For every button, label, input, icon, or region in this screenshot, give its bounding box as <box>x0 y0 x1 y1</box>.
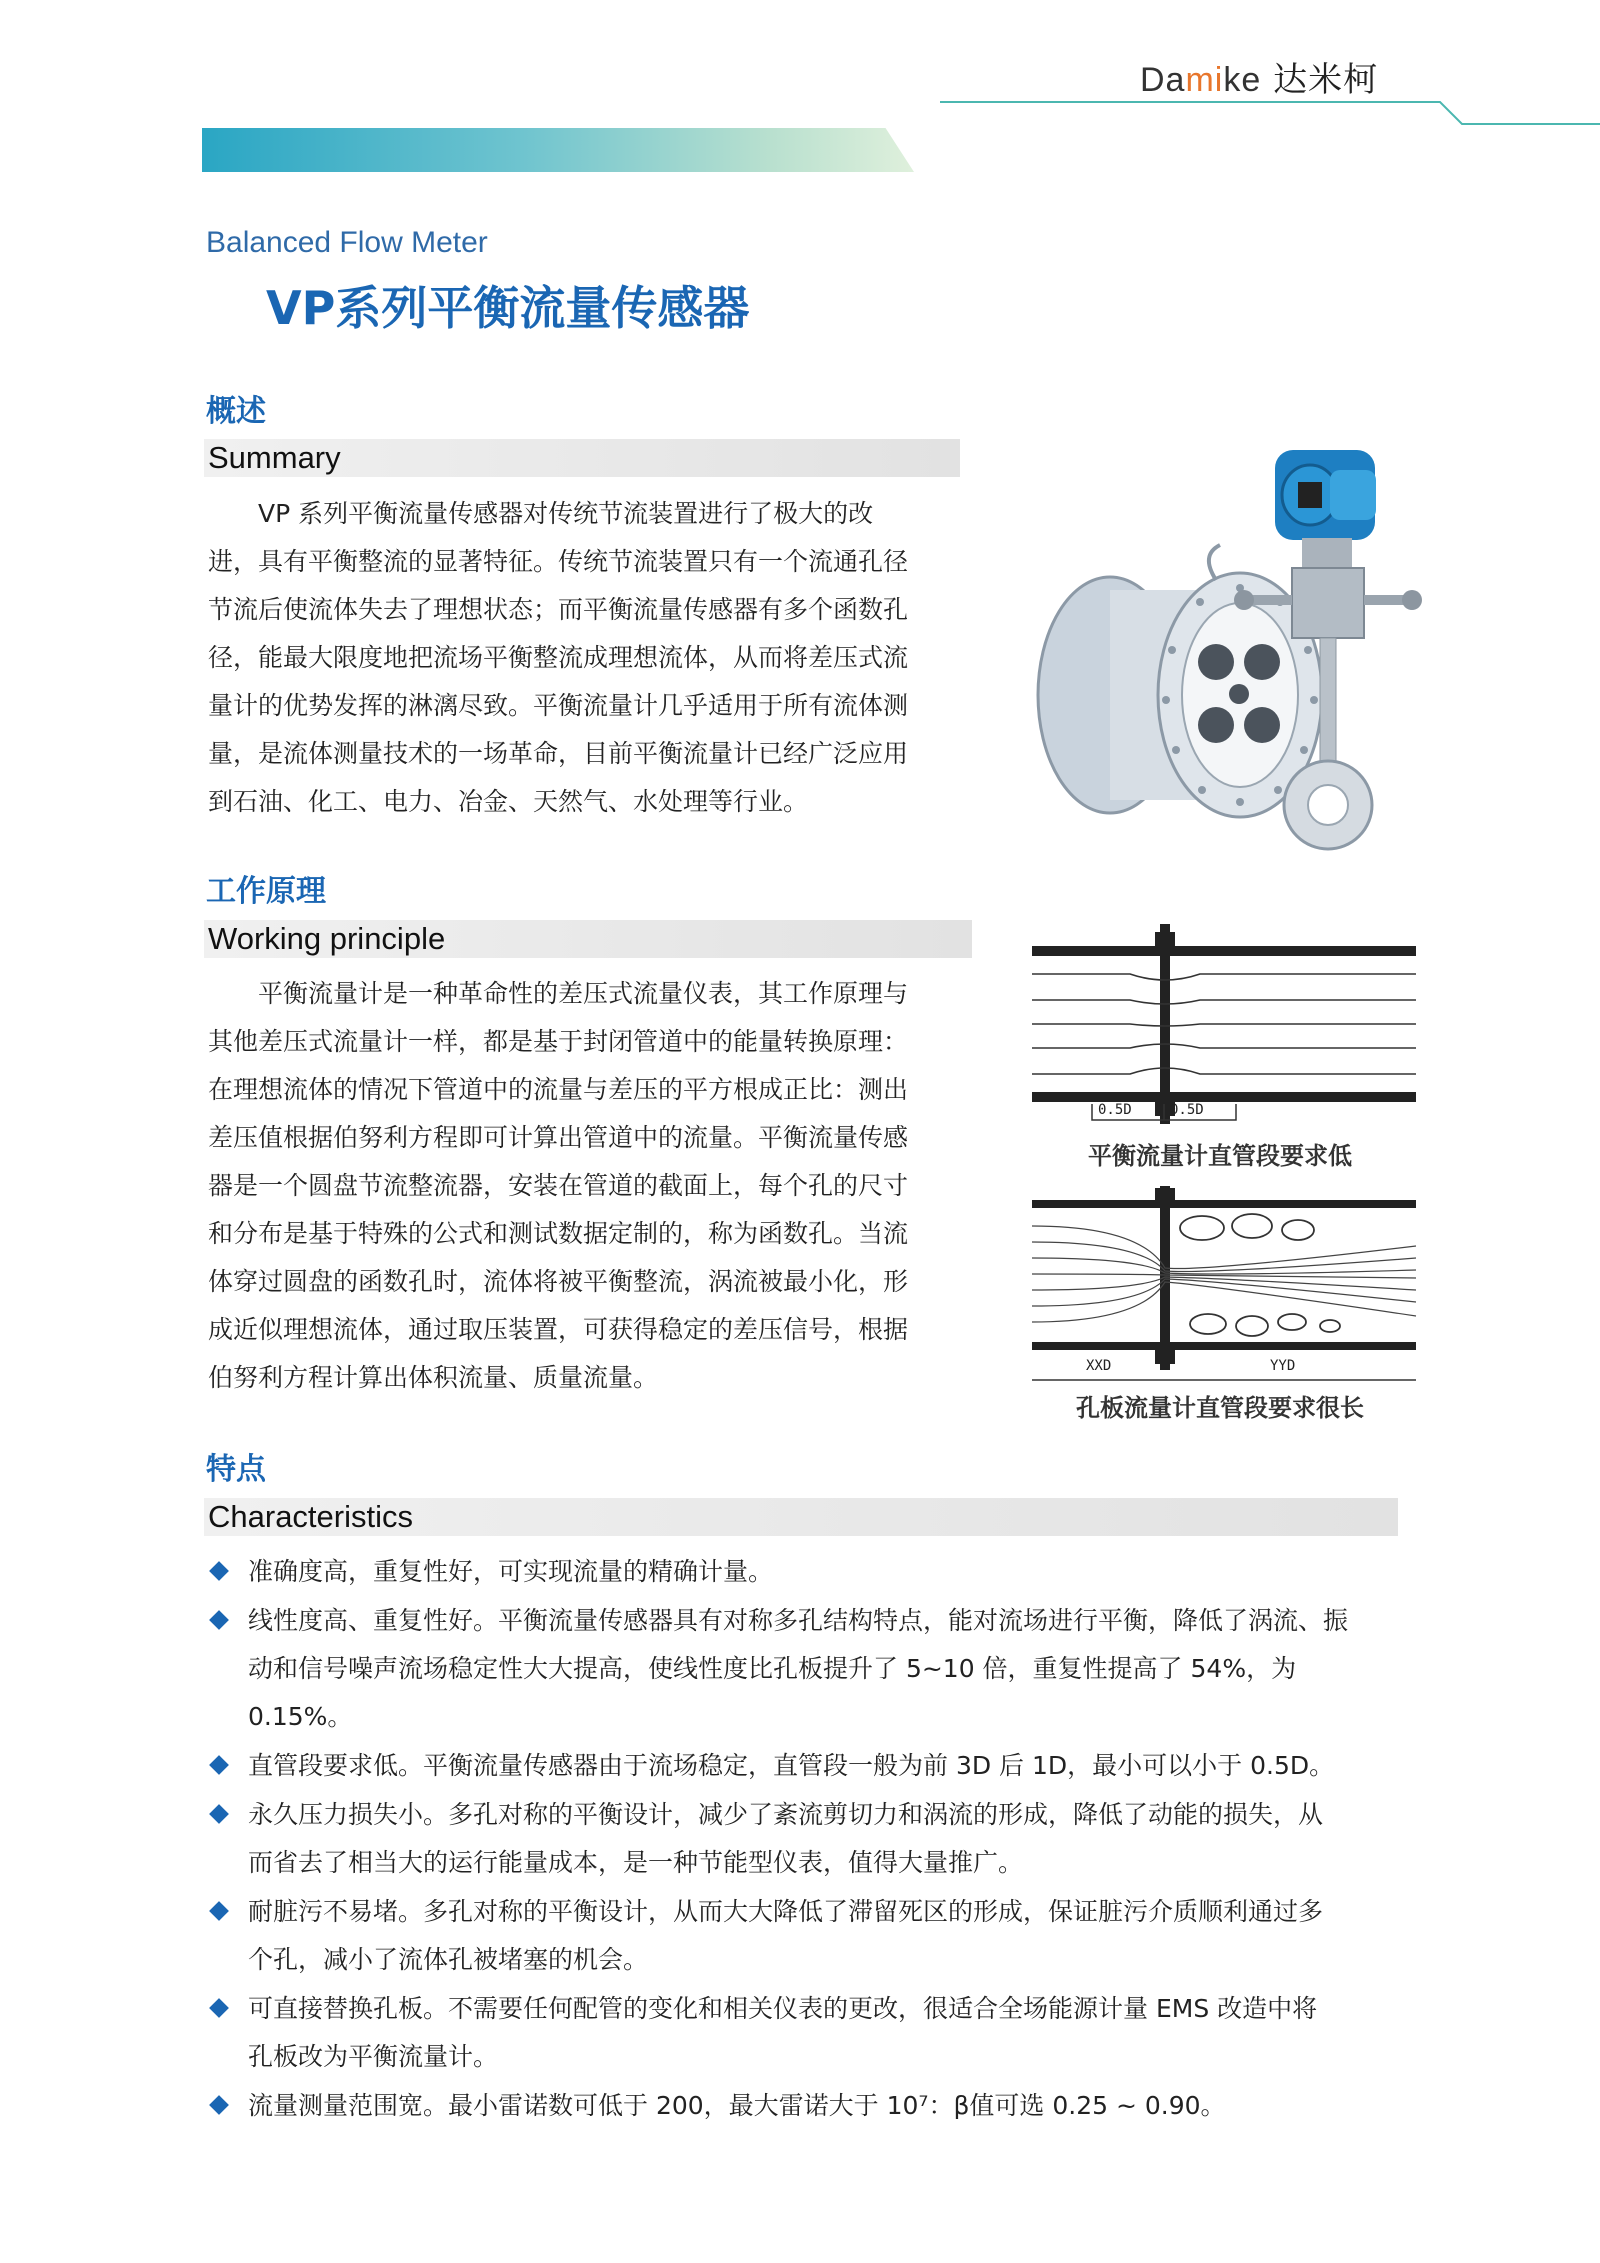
working-line: 其他差压式流量计一样，都是基于封闭管道中的能量转换原理： <box>208 1027 909 1056</box>
orifice-dimension-line <box>1030 1376 1420 1384</box>
orifice-caption: 孔板流量计直管段要求很长 <box>1076 1394 1364 1422</box>
working-line: 平衡流量计是一种革命性的差压式流量仪表，其工作原理与 <box>208 979 909 1008</box>
working-line: 差压值根据伯努利方程即可计算出管道中的流量。平衡流量传感 <box>208 1123 909 1152</box>
balanced-caption: 平衡流量计直管段要求低 <box>1088 1142 1352 1170</box>
list-item <box>208 1548 1398 1596</box>
list-item-continuation: 而省去了相当大的运行能量成本，是一种节能型仪表，值得大量推广。 <box>248 1848 1024 1877</box>
brand-cn-1: 达 <box>1273 60 1309 100</box>
balanced-flow-diagram <box>1030 924 1420 1124</box>
characteristics-heading-en: Characteristics <box>204 1498 1398 1536</box>
working-line: 伯努利方程计算出体积流量、质量流量。 <box>208 1363 659 1392</box>
working-paragraph <box>208 970 960 1402</box>
brand-cn-2: 米 <box>1308 60 1344 100</box>
working-line: 成近似理想流体，通过取压装置，可获得稳定的差压信号，根据 <box>208 1315 909 1344</box>
characteristics-heading-cn: 特点 <box>206 1452 266 1487</box>
brand-cn-3: 柯 <box>1343 60 1379 100</box>
page-title: VP系列平衡流量传感器 <box>266 281 750 335</box>
summary-heading-cn: 概述 <box>206 394 266 429</box>
diamond-bullet-icon <box>209 2095 229 2115</box>
orifice-label-left: XXD <box>1086 1358 1112 1374</box>
summary-line: 到石油、化工、电力、冶金、天然气、水处理等行业。 <box>208 787 809 816</box>
orifice-flow-diagram <box>1030 1186 1420 1370</box>
list-item-text: 耐脏污不易堵。多孔对称的平衡设计，从而大大降低了滞留死区的形成，保证脏污介质顺利通过多 <box>248 1897 1324 1926</box>
list-item-text: 可直接替换孔板。不需要任何配管的变化和相关仪表的更改，很适合全场能源计量 EMS 改造中将 <box>248 1994 1318 2023</box>
list-item <box>208 2082 1398 2130</box>
orifice-label-right: YYD <box>1270 1358 1296 1374</box>
summary-line: VP 系列平衡流量传感器对传统节流装置进行了极大的改 <box>208 499 874 528</box>
balanced-dimension-marks <box>1030 1100 1420 1126</box>
header-banner <box>202 128 914 172</box>
summary-paragraph <box>208 490 960 826</box>
list-item <box>208 1597 1398 1741</box>
working-line: 和分布是基于特殊的公式和测试数据定制的，称为函数孔。当流 <box>208 1219 909 1248</box>
list-item <box>208 1742 1398 1790</box>
list-item-text: 准确度高，重复性好，可实现流量的精确计量。 <box>248 1557 774 1586</box>
diamond-bullet-icon <box>209 1755 229 1775</box>
list-item-text: 线性度高、重复性好。平衡流量传感器具有对称多孔结构特点，能对流场进行平衡，降低了涡流、振 <box>248 1606 1349 1635</box>
characteristics-list <box>208 1548 1398 2131</box>
summary-line: 径，能最大限度地把流场平衡整流成理想流体，从而将差压式流 <box>208 643 909 672</box>
page-subtitle-en: Balanced Flow Meter <box>206 226 488 259</box>
working-line: 在理想流体的情况下管道中的流量与差压的平方根成正比：测出 <box>208 1075 909 1104</box>
brand-latin-pre: Da <box>1140 61 1186 99</box>
list-item-text: 流量测量范围宽。最小雷诺数可低于 200，最大雷诺大于 10⁷：β值可选 0.25 ~ 0.90。 <box>248 2091 1226 2120</box>
working-heading-cn: 工作原理 <box>206 874 326 909</box>
summary-line: 量，是流体测量技术的一场革命，目前平衡流量计已经广泛应用 <box>208 739 909 768</box>
summary-line: 量计的优势发挥的淋漓尽致。平衡流量计几乎适用于所有流体测 <box>208 691 909 720</box>
summary-line: 进，具有平衡整流的显著特征。传统节流装置只有一个流通孔径 <box>208 547 909 576</box>
summary-line: 节流后使流体失去了理想状态；而平衡流量传感器有多个函数孔 <box>208 595 909 624</box>
brand-logo <box>1140 52 1378 101</box>
diamond-bullet-icon <box>209 1610 229 1630</box>
balanced-label-left: 0.5D <box>1098 1102 1132 1118</box>
working-line: 体穿过圆盘的函数孔时，流体将被平衡整流，涡流被最小化，形 <box>208 1267 909 1296</box>
brand-latin-mid: mi <box>1185 61 1224 99</box>
list-item-continuation: 孔板改为平衡流量计。 <box>248 2042 499 2071</box>
working-line: 器是一个圆盘节流整流器，安装在管道的截面上，每个孔的尺寸 <box>208 1171 909 1200</box>
list-item <box>208 1985 1398 2081</box>
list-item-continuation: 动和信号噪声流场稳定性大大提高，使线性度比孔板提升了 5~10 倍，重复性提高了 54%，为 0.15%。 <box>248 1654 1297 1731</box>
list-item-text: 直管段要求低。平衡流量传感器由于流场稳定，直管段一般为前 3D 后 1D，最小可以小于 0.5D。 <box>248 1751 1335 1780</box>
summary-heading-en: Summary <box>204 439 960 477</box>
brand-latin-post: ke <box>1223 61 1262 99</box>
list-item-text: 永久压力损失小。多孔对称的平衡设计，减少了紊流剪切力和涡流的形成，降低了动能的损失，从 <box>248 1800 1324 1829</box>
diamond-bullet-icon <box>209 1901 229 1921</box>
diamond-bullet-icon <box>209 1561 229 1581</box>
working-heading-en: Working principle <box>204 920 972 958</box>
list-item <box>208 1888 1398 1984</box>
balanced-label-right: 0.5D <box>1170 1102 1204 1118</box>
diamond-bullet-icon <box>209 1998 229 2018</box>
product-photo <box>1030 450 1430 860</box>
list-item <box>208 1791 1398 1887</box>
list-item-continuation: 个孔，减小了流体孔被堵塞的机会。 <box>248 1945 649 1974</box>
diamond-bullet-icon <box>209 1804 229 1824</box>
